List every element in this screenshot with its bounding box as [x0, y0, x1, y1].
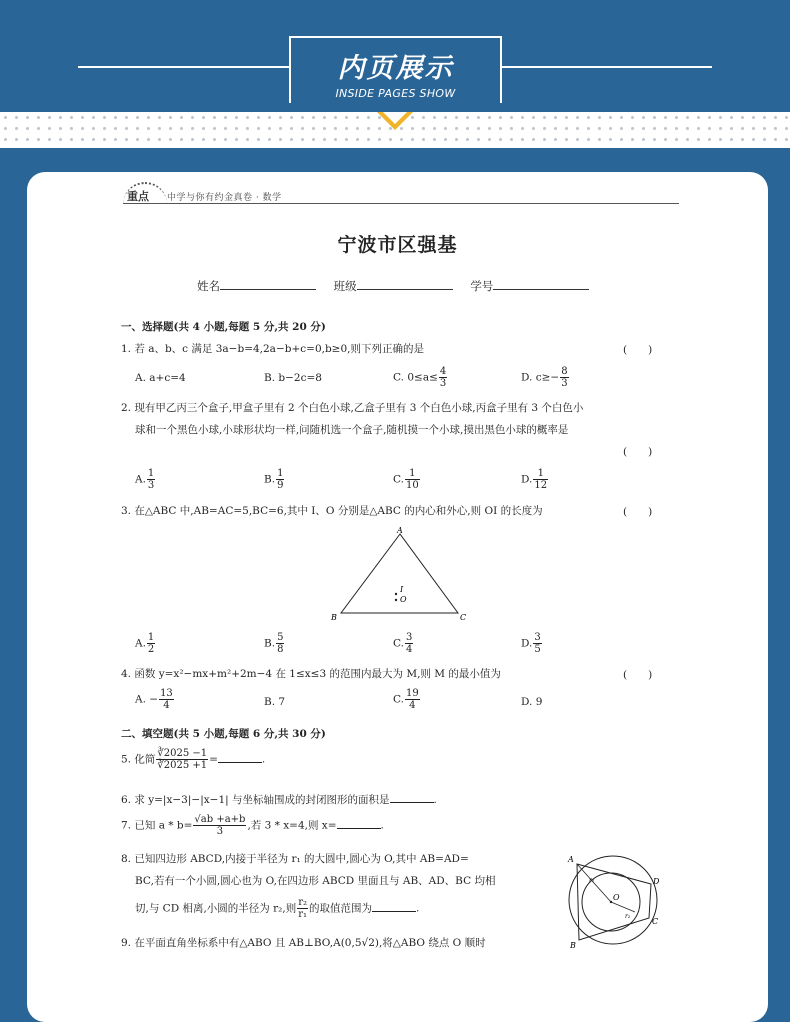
q7-end: .: [380, 819, 384, 832]
q8-line3-post: 的取值范围为: [309, 902, 373, 915]
q3-a-num: 1: [147, 632, 155, 643]
q3-stem: 3. 在△ABC 中,AB=AC=5,BC=6,其中 I、O 分别是△ABC 的内心和外心,则 OI 的长度为: [121, 505, 543, 517]
q2-c-frac: [405, 468, 420, 491]
q4-a-num: 13: [160, 688, 173, 699]
q1-c-den: 3: [439, 378, 447, 389]
q2-option-c: [393, 468, 421, 491]
q4-option-b: B. 7: [264, 696, 286, 708]
q5-answer-blank[interactable]: [218, 753, 262, 763]
q6: [121, 792, 437, 807]
q1-c-frac: [439, 366, 447, 389]
q8-answer-blank[interactable]: [372, 902, 416, 912]
q3-d-num: 3: [534, 632, 541, 643]
q1-c-num: 4: [439, 366, 447, 377]
q7: [121, 814, 384, 837]
q2-c-text: C.: [393, 473, 404, 486]
q4-option-d: D. 9: [521, 696, 543, 708]
point-i: [395, 593, 397, 595]
q8-line3-pre: 切,与 CD 相离,小圆的半径为 r₂,则: [135, 902, 297, 915]
q7-frac: [193, 814, 246, 837]
q2-d-den: 12: [534, 480, 548, 491]
q2-b-frac: [276, 468, 284, 491]
q3-a-text: A.: [135, 637, 146, 650]
header-series: 中学与你有约金真卷 · 数学: [167, 193, 282, 203]
student-fields: [197, 278, 603, 294]
q5-num: ∛2025 −1: [157, 748, 208, 759]
q3-b-text: B.: [264, 637, 276, 650]
q2-line2: 球和一个黑色小球,小球形状均一样,问随机选一个盒子,随机摸一个小球,摸出黑色小球的概率是: [135, 424, 569, 436]
q4-c-num: 19: [406, 688, 419, 699]
number-field[interactable]: [493, 278, 589, 290]
q2-d-text: D.: [521, 473, 533, 486]
section1-heading: 一、选择题(共 4 小题,每题 5 分,共 20 分): [121, 321, 326, 333]
q4-a-den: 4: [163, 700, 170, 711]
document-title: 宁波市区强基: [337, 234, 458, 256]
q3-b-den: 8: [277, 644, 284, 655]
class-label: 班级: [333, 279, 357, 293]
q4-c-frac: [405, 688, 420, 711]
q3-triangle-figure: [327, 524, 467, 626]
q4-stem: 4. 函数 y=x²−mx+m²+2m−4 在 1≤x≤3 的范围内最大为 M,则 M 的最小值为: [121, 668, 501, 680]
label-d: D: [653, 877, 660, 886]
q2-a-text: A.: [135, 473, 146, 486]
label-i: I: [400, 585, 404, 594]
q2-d-frac: [533, 468, 548, 491]
label-a: A: [397, 526, 403, 535]
q1-d-frac: [560, 366, 568, 389]
q3-option-c: [393, 632, 414, 655]
q1-option-c: [393, 366, 448, 389]
q8-end: .: [416, 902, 420, 915]
banner-line-right: [502, 66, 712, 68]
q2-a-frac: [147, 468, 155, 491]
center-o: [610, 901, 612, 903]
q3-d-frac: [533, 632, 541, 655]
q1-option-a: A. a+c=4: [135, 372, 186, 384]
q1-option-d: [521, 366, 570, 389]
q6-end: .: [433, 794, 437, 806]
q3-c-text: C.: [393, 637, 404, 650]
q3-option-d: [521, 632, 543, 655]
q3-answer-paren: ( ): [623, 506, 653, 518]
q1-d-den: 3: [561, 378, 568, 389]
header-rule: [123, 203, 679, 204]
q1-option-b: B. b−2c=8: [264, 372, 322, 384]
class-field[interactable]: [357, 278, 453, 290]
q3-d-den: 5: [534, 644, 541, 655]
q4-a-frac: [159, 688, 174, 711]
notch-inner: [383, 112, 407, 124]
q3-a-den: 2: [147, 644, 155, 655]
label-b: B: [570, 941, 576, 948]
q3-b-num: 5: [277, 632, 284, 643]
q8-den: r₁: [298, 909, 308, 920]
q7-den: 3: [216, 826, 224, 837]
q2-c-num: 1: [405, 468, 420, 480]
q2-b-den: 9: [277, 480, 284, 491]
label-c: C: [460, 613, 467, 622]
q2-c-den: 10: [406, 480, 419, 491]
name-label: 姓名: [197, 279, 220, 293]
q2-d-num: 1: [533, 468, 548, 480]
q2-b-num: 1: [277, 468, 284, 479]
q9-text: 9. 在平面直角坐标系中有△ABO 且 AB⊥BO,A(0,5√2),将△ABO 绕点 O 顺时: [121, 937, 486, 949]
q5-post: =: [209, 753, 218, 766]
q1-answer-paren: ( ): [623, 344, 653, 356]
radius-r2: [611, 902, 635, 912]
q4-a-text: A. −: [135, 693, 159, 706]
label-o: O: [613, 893, 620, 902]
q5-den: ∛2025 +1: [157, 760, 208, 771]
banner-line-left: [78, 66, 289, 68]
q1-stem: 1. 若 a、b、c 满足 3a−b=4,2a−b+c=0,b≥0,则下列正确的是: [121, 343, 424, 355]
banner-subtitle: INSIDE PAGES SHOW: [335, 87, 456, 100]
q4-answer-paren: ( ): [623, 669, 653, 681]
q1-d-text: D. c≥−: [521, 371, 560, 384]
label-a: A: [568, 855, 574, 864]
header-logo: 重点: [127, 190, 149, 203]
q3-a-frac: [147, 632, 155, 655]
q2-answer-paren: ( ): [623, 446, 653, 458]
q7-num: √ab +a+b: [194, 814, 246, 825]
point-o: [395, 599, 397, 601]
q3-option-a: [135, 632, 156, 655]
q3-c-den: 4: [406, 644, 413, 655]
q5-end: .: [261, 753, 266, 766]
label-r1: r₁: [589, 877, 595, 884]
q3-d-text: D.: [521, 637, 533, 650]
q8-line1: 8. 已知四边形 ABCD,内接于半径为 r₁ 的大圆中,圆心为 O,其中 AB=AD=: [121, 853, 469, 865]
q8-circle-figure: [565, 852, 661, 948]
q7-answer-blank[interactable]: [337, 819, 381, 829]
number-label: 学号: [470, 279, 494, 293]
q2-option-a: [135, 468, 156, 491]
q6-answer-blank[interactable]: [390, 793, 434, 803]
q7-post: ,若 3 * x=4,则 x=: [247, 819, 337, 832]
q2-a-num: 1: [147, 468, 155, 479]
label-r2: r₂: [625, 913, 631, 920]
q8-frac: [297, 897, 308, 920]
q6-text: 6. 求 y=|x−3|−|x−1| 与坐标轴围成的封闭图形的面积是: [121, 794, 390, 806]
q8-line2: BC,若有一个小圆,圆心也为 O,在四边形 ABCD 里面且与 AB、AD、BC 均相: [135, 875, 496, 887]
banner: [0, 0, 790, 112]
q1-c-text: C. 0≤a≤: [393, 371, 438, 384]
page-sheet: [27, 172, 768, 1022]
q8-line3: [135, 897, 419, 920]
q2-option-d: [521, 468, 549, 491]
label-o: O: [400, 595, 407, 604]
q2-option-b: [264, 468, 285, 491]
q3-b-frac: [276, 632, 284, 655]
q3-c-num: 3: [406, 632, 413, 643]
q4-option-c: [393, 688, 421, 711]
q7-pre: 7. 已知 a * b=: [121, 819, 193, 832]
q2-b-text: B.: [264, 473, 276, 486]
q3-option-b: [264, 632, 285, 655]
q2-a-den: 3: [147, 480, 155, 491]
q3-c-frac: [405, 632, 413, 655]
q2-line1: 2. 现有甲乙丙三个盒子,甲盒子里有 2 个白色小球,乙盒子里有 3 个白色小球,丙盒子里有 3 个白色小: [121, 402, 584, 414]
q5: [121, 748, 265, 771]
name-field[interactable]: [220, 278, 316, 290]
label-b: B: [331, 613, 337, 622]
q4-c-text: C.: [393, 693, 404, 706]
banner-title: 内页展示: [337, 53, 454, 84]
q1-d-num: 8: [561, 366, 568, 377]
q8-num: r₂: [298, 897, 308, 908]
label-c: C: [652, 917, 659, 926]
q5-pre: 5. 化简: [121, 753, 156, 766]
q4-c-den: 4: [409, 700, 416, 711]
q5-frac: [156, 748, 208, 771]
q4-option-a: [135, 688, 175, 711]
section2-heading: 二、填空题(共 5 小题,每题 6 分,共 30 分): [121, 728, 326, 740]
